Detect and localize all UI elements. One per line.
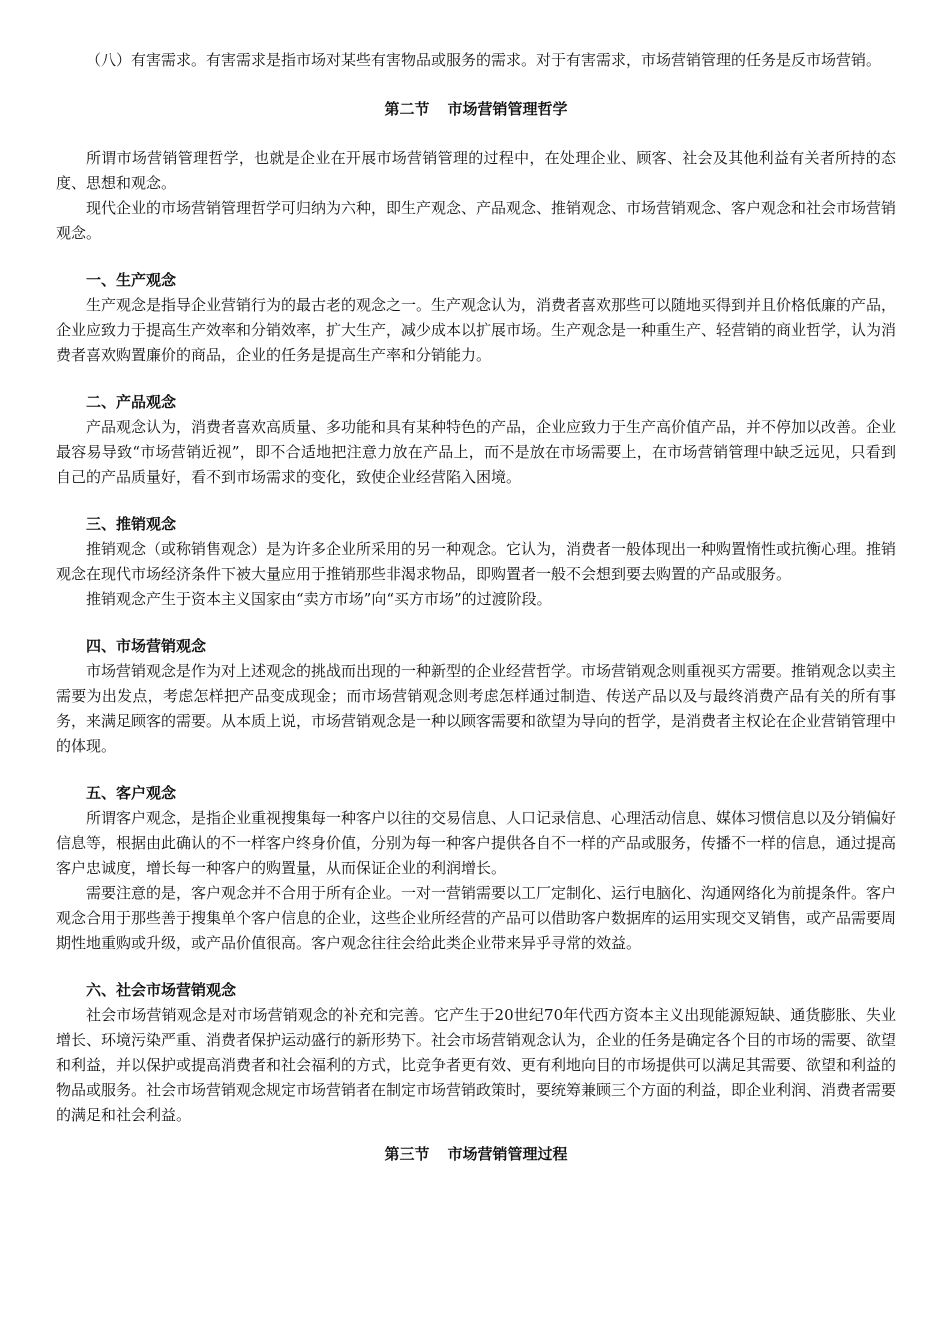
subsection-heading-customer: 五、客户观念 [86,784,177,802]
section-3-heading [56,1142,896,1167]
subsection-paragraph: 推销观念（或称销售观念）是为许多企业所采用的另一种观念。它认为，消费者一般体现出一种购置惰性或抗衡心理。推销观念在现代市场经济条件下被大量应用于推销那些非渴求物品，即购置者一般不会想到要去购置的产品或服务。 [56,540,897,583]
section-2-paragraph: 现代企业的市场营销管理哲学可归纳为六种，即生产观念、产品观念、推销观念、市场营销观念、客户观念和社会市场营销观念。 [56,199,897,242]
subsection-paragraph: 推销观念产生于资本主义国家由“卖方市场”向“买方市场”的过渡阶段。 [86,590,552,608]
subsection-paragraph: 社会市场营销观念是对市场营销观念的补充和完善。它产生于20世纪70年代西方资本主义出现能源短缺、通货膨胀、失业增长、环境污染严重、消费者保护运动盛行的新形势下。社会市场营销观念认为，企业的任务是确定各个目的市场的需要、欲望和利益，并以保护或提高消费者和社会福利的方式，比竞争者更有效、更有利地向目的市场提供可以满足其需要、欲望和利益的物品或服务。社会市场营销观念规定市场营销者在制定市场营销政策时，要统筹兼顾三个方面的利益，即企业利润、消费者需要的满足和社会利益。 [56,1006,897,1124]
subsection-heading-marketing: 四、市场营销观念 [86,637,207,655]
subsection-paragraph: 产品观念认为，消费者喜欢高质量、多功能和具有某种特色的产品，企业应致力于生产高价值产品，并不停加以改善。企业最容易导致“市场营销近视”，即不合适地把注意力放在产品上，而不是放在市场需要上，在市场营销管理中缺乏远见，只看到自己的产品质量好，看不到市场需求的变化，致使企业经营陷入困境。 [56,418,897,486]
section-2-number: 第二节 [384,100,430,118]
document-page [56,48,896,1167]
section-2-title: 市场营销管理哲学 [447,100,568,118]
subsection-heading-societal-marketing: 六、社会市场营销观念 [86,981,237,999]
intro-paragraph: （八）有害需求。有害需求是指市场对某些有害物品或服务的需求。对于有害需求，市场营销管理的任务是反市场营销。 [86,51,882,69]
subsection-heading-selling: 三、推销观念 [86,515,177,533]
subsection-heading-product: 二、产品观念 [86,393,177,411]
subsection-paragraph: 所谓客户观念，是指企业重视搜集每一种客户以往的交易信息、人口记录信息、心理活动信息、媒体习惯信息以及分销偏好信息等，根据由此确认的不一样客户终身价值，分别为每一种客户提供各自不一样的产品或服务，传播不一样的信息，通过提高客户忠诚度，增长每一种客户的购置量，从而保证企业的利润增长。 [56,809,897,877]
section-3-number: 第三节 [384,1145,430,1163]
section-2-paragraph: 所谓市场营销管理哲学，也就是企业在开展市场营销管理的过程中，在处理企业、顾客、社会及其他利益有关者所持的态度、思想和观念。 [56,149,896,192]
section-3-title: 市场营销管理过程 [447,1145,568,1163]
subsection-paragraph: 需要注意的是，客户观念并不合用于所有企业。一对一营销需要以工厂定制化、运行电脑化、沟通网络化为前提条件。客户观念合用于那些善于搜集单个客户信息的企业，这些企业所经营的产品可以借助客户数据库的运用实现交叉销售，或产品需要周期性地重购或升级，或产品价值很高。客户观念往往会给此类企业带来异乎寻常的效益。 [56,884,897,952]
subsection-paragraph: 生产观念是指导企业营销行为的最古老的观念之一。生产观念认为，消费者喜欢那些可以随地买得到并且价格低廉的产品，企业应致力于提高生产效率和分销效率，扩大生产，减少成本以扩展市场。生产观念是一种重生产、轻营销的商业哲学，认为消费者喜欢购置廉价的商品，企业的任务是提高生产率和分销能力。 [56,296,897,364]
subsection-paragraph: 市场营销观念是作为对上述观念的挑战而出现的一种新型的企业经营哲学。市场营销观念则重视买方需要。推销观念以卖主需要为出发点，考虑怎样把产品变成现金；而市场营销观念则考虑怎样通过制造、传送产品以及与最终消费产品有关的所有事务，来满足顾客的需要。从本质上说，市场营销观念是一种以顾客需要和欲望为导向的哲学，是消费者主权论在企业营销管理中的体现。 [56,662,897,755]
subsection-heading-production: 一、生产观念 [86,271,177,289]
section-2-heading [56,97,896,122]
